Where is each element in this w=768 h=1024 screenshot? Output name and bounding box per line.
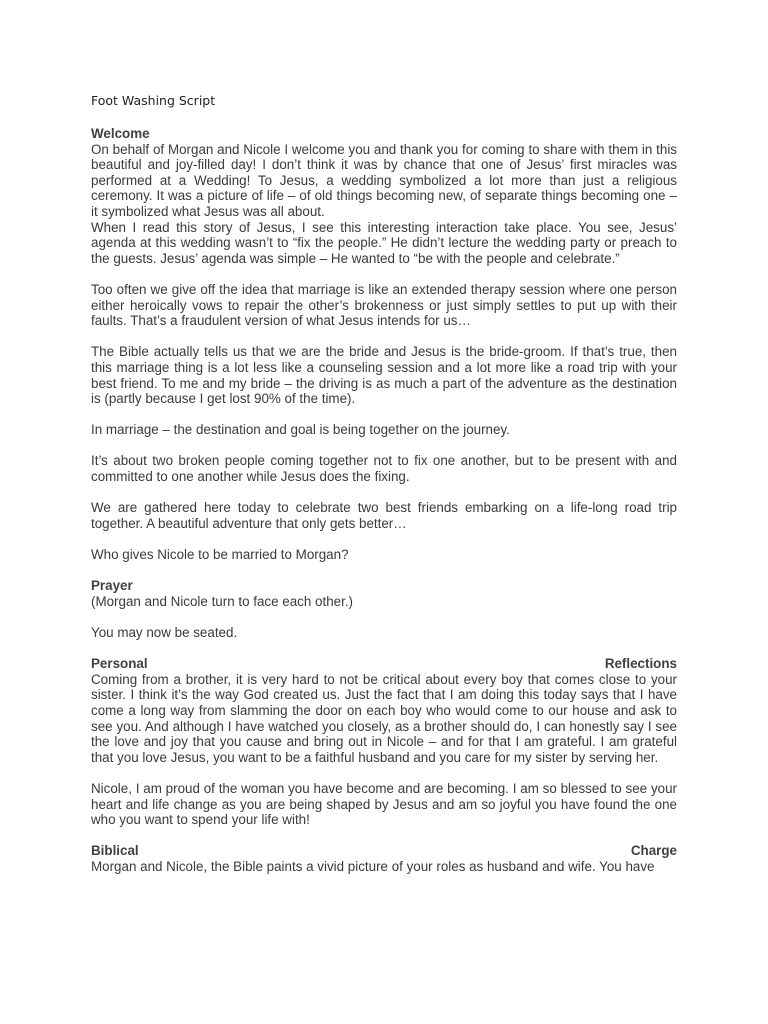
- biblical-heading-right: Charge: [630, 843, 677, 859]
- prayer-heading: Prayer: [91, 578, 133, 594]
- welcome-paragraph-1: On behalf of Morgan and Nicole I welcome you and thank you for coming to share with them in this beautiful and joy-filled day! I don’t think it was by chance that one of Jesus’ first miracles was performed at a Wedding! To Jesus, a wedding symbolized a lot more than just a religious ceremony. It was a picture of life – of old things becoming new, of separate things becoming one – it symbolized what Jesus was all about.: [91, 141, 677, 219]
- biblical-charge-heading: [91, 843, 677, 859]
- welcome-paragraph-4: The Bible actually tells us that we are the bride and Jesus is the bride-groom. If that’s true, then this marriage thing is a lot less like a counseling session and a lot more like a road trip with your best friend. To me and my bride – the driving is as much a part of the adventure as the destination is (partly because I get lost 90% of the time).: [91, 344, 677, 407]
- prayer-paragraph-2: You may now be seated.: [91, 625, 238, 640]
- biblical-paragraph-1: Morgan and Nicole, the Bible paints a vivid picture of your roles as husband and wife. You have: [91, 858, 655, 874]
- welcome-paragraph-5: In marriage – the destination and goal is being together on the journey.: [91, 422, 510, 438]
- personal-heading-right: Reflections: [604, 656, 677, 672]
- prayer-paragraph-1: (Morgan and Nicole turn to face each other.): [91, 593, 354, 609]
- personal-paragraph-1: Coming from a brother, it is very hard to not be critical about every boy that comes close to your sister. I think it’s the way God created us. Just the fact that I am doing this today says that I have come a long way from slamming the door on each boy who would come to our house and ask to see you. And although I have watched you closely, as a brother should do, I can honestly say I see the love and joy that you cause and bring out in Nicole – and for that I am grateful. I am grateful that you love Jesus, you want to be a faithful husband and you care for my sister by serving her.: [91, 671, 677, 765]
- welcome-paragraph-2: When I read this story of Jesus, I see this interesting interaction take place. You see, Jesus’ agenda at this wedding wasn’t to “fix the people.” He didn’t lecture the wedding party or preach to the guests. Jesus’ agenda was simple – He wanted to “be with the people and celebrate.”: [91, 219, 677, 266]
- welcome-paragraph-6: It’s about two broken people coming together not to fix one another, but to be present with and committed to one another while Jesus does the fixing.: [91, 453, 677, 485]
- biblical-heading-left: Biblical: [91, 843, 139, 859]
- document-body: [91, 92, 677, 875]
- personal-paragraph-2: Nicole, I am proud of the woman you have become and are becoming. I am so blessed to see your heart and life change as you are being shaped by Jesus and am so joyful you have found the one who you want to spend your life with!: [91, 780, 677, 828]
- welcome-heading: Welcome: [91, 126, 150, 141]
- document-title: Foot Washing Script: [91, 93, 216, 108]
- welcome-paragraph-3: Too often we give off the idea that marriage is like an extended therapy session where one person either heroically vows to repair the other’s brokenness or just simply settles to put up with their faults. That’s a fraudulent version of what Jesus intends for us…: [91, 281, 677, 329]
- personal-heading-left: Personal: [91, 656, 148, 672]
- personal-reflections-heading: [91, 656, 677, 672]
- welcome-paragraph-8: Who gives Nicole to be married to Morgan?: [91, 547, 349, 563]
- welcome-paragraph-7: We are gathered here today to celebrate two best friends embarking on a life-long road trip together. A beautiful adventure that only gets better…: [91, 500, 677, 531]
